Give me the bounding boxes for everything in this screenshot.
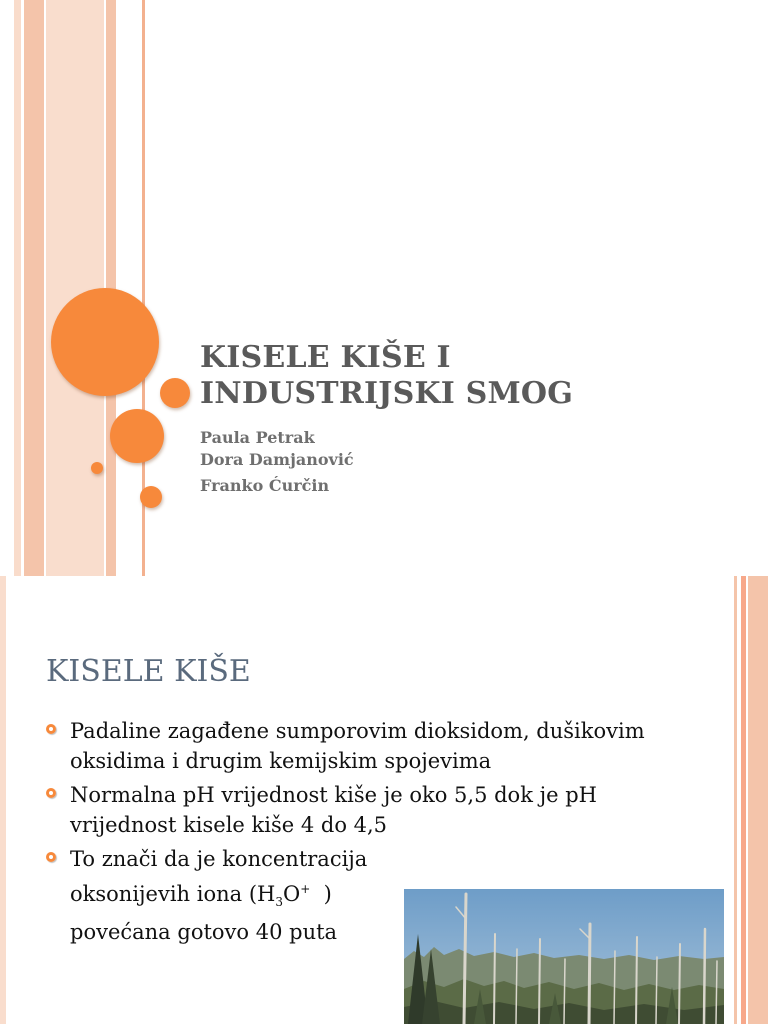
bullet-item-2	[46, 780, 686, 840]
bullet-3-line-2-post: )	[310, 882, 332, 906]
author-1: Paula Petrak	[200, 428, 315, 447]
title-line-1: KISELE KIŠE I	[200, 340, 451, 375]
bullet-3-line-2-pre: oksonijevih iona (H	[70, 882, 276, 906]
subscript-3: 3	[275, 895, 283, 910]
bullet-text-1: Padaline zagađene sumporovim dioksidom, dušikovim oksidima i drugim kemijskim spojevima	[70, 719, 645, 773]
decor-circle-tiny	[91, 462, 103, 474]
bullet-text-2: Normalna pH vrijednost kiše je oko 5,5 dok je pH vrijednost kisele kiše 4 do 4,5	[70, 783, 597, 837]
stripe-left-edge	[0, 576, 6, 1024]
stripe-right-1	[734, 576, 737, 1024]
dead-forest-photo	[404, 889, 724, 1024]
decor-circle-small-2	[140, 486, 162, 508]
stripe-right-2	[741, 576, 746, 1024]
bullet-3-line-1: To znači da je koncentracija	[70, 847, 368, 871]
bullet-item-3	[46, 844, 400, 947]
stripe-left-1	[14, 0, 21, 576]
author-list	[200, 427, 354, 497]
title-line-2: INDUSTRIJSKI SMOG	[200, 376, 574, 411]
bullet-item-1	[46, 716, 686, 776]
stripe-left-2	[24, 0, 44, 576]
decor-circle-large	[51, 288, 159, 396]
author-2: Dora Damjanović	[200, 450, 354, 469]
superscript-plus: +	[300, 882, 311, 896]
ring-bullet-icon	[46, 724, 56, 734]
decor-circle-medium	[110, 409, 164, 463]
ring-bullet-icon	[46, 852, 56, 862]
ring-bullet-icon	[46, 788, 56, 798]
bullet-3-line-3: povećana gotovo 40 puta	[70, 920, 338, 945]
bullet-3-oxygen: O	[282, 882, 301, 906]
decor-circle-small-1	[160, 378, 190, 408]
content-slide	[0, 576, 768, 1024]
stripe-right-3	[748, 576, 768, 1024]
author-3: Franko Ćurčin	[200, 476, 330, 495]
slide-heading: KISELE KIŠE	[46, 654, 251, 689]
slide-title	[200, 340, 720, 412]
